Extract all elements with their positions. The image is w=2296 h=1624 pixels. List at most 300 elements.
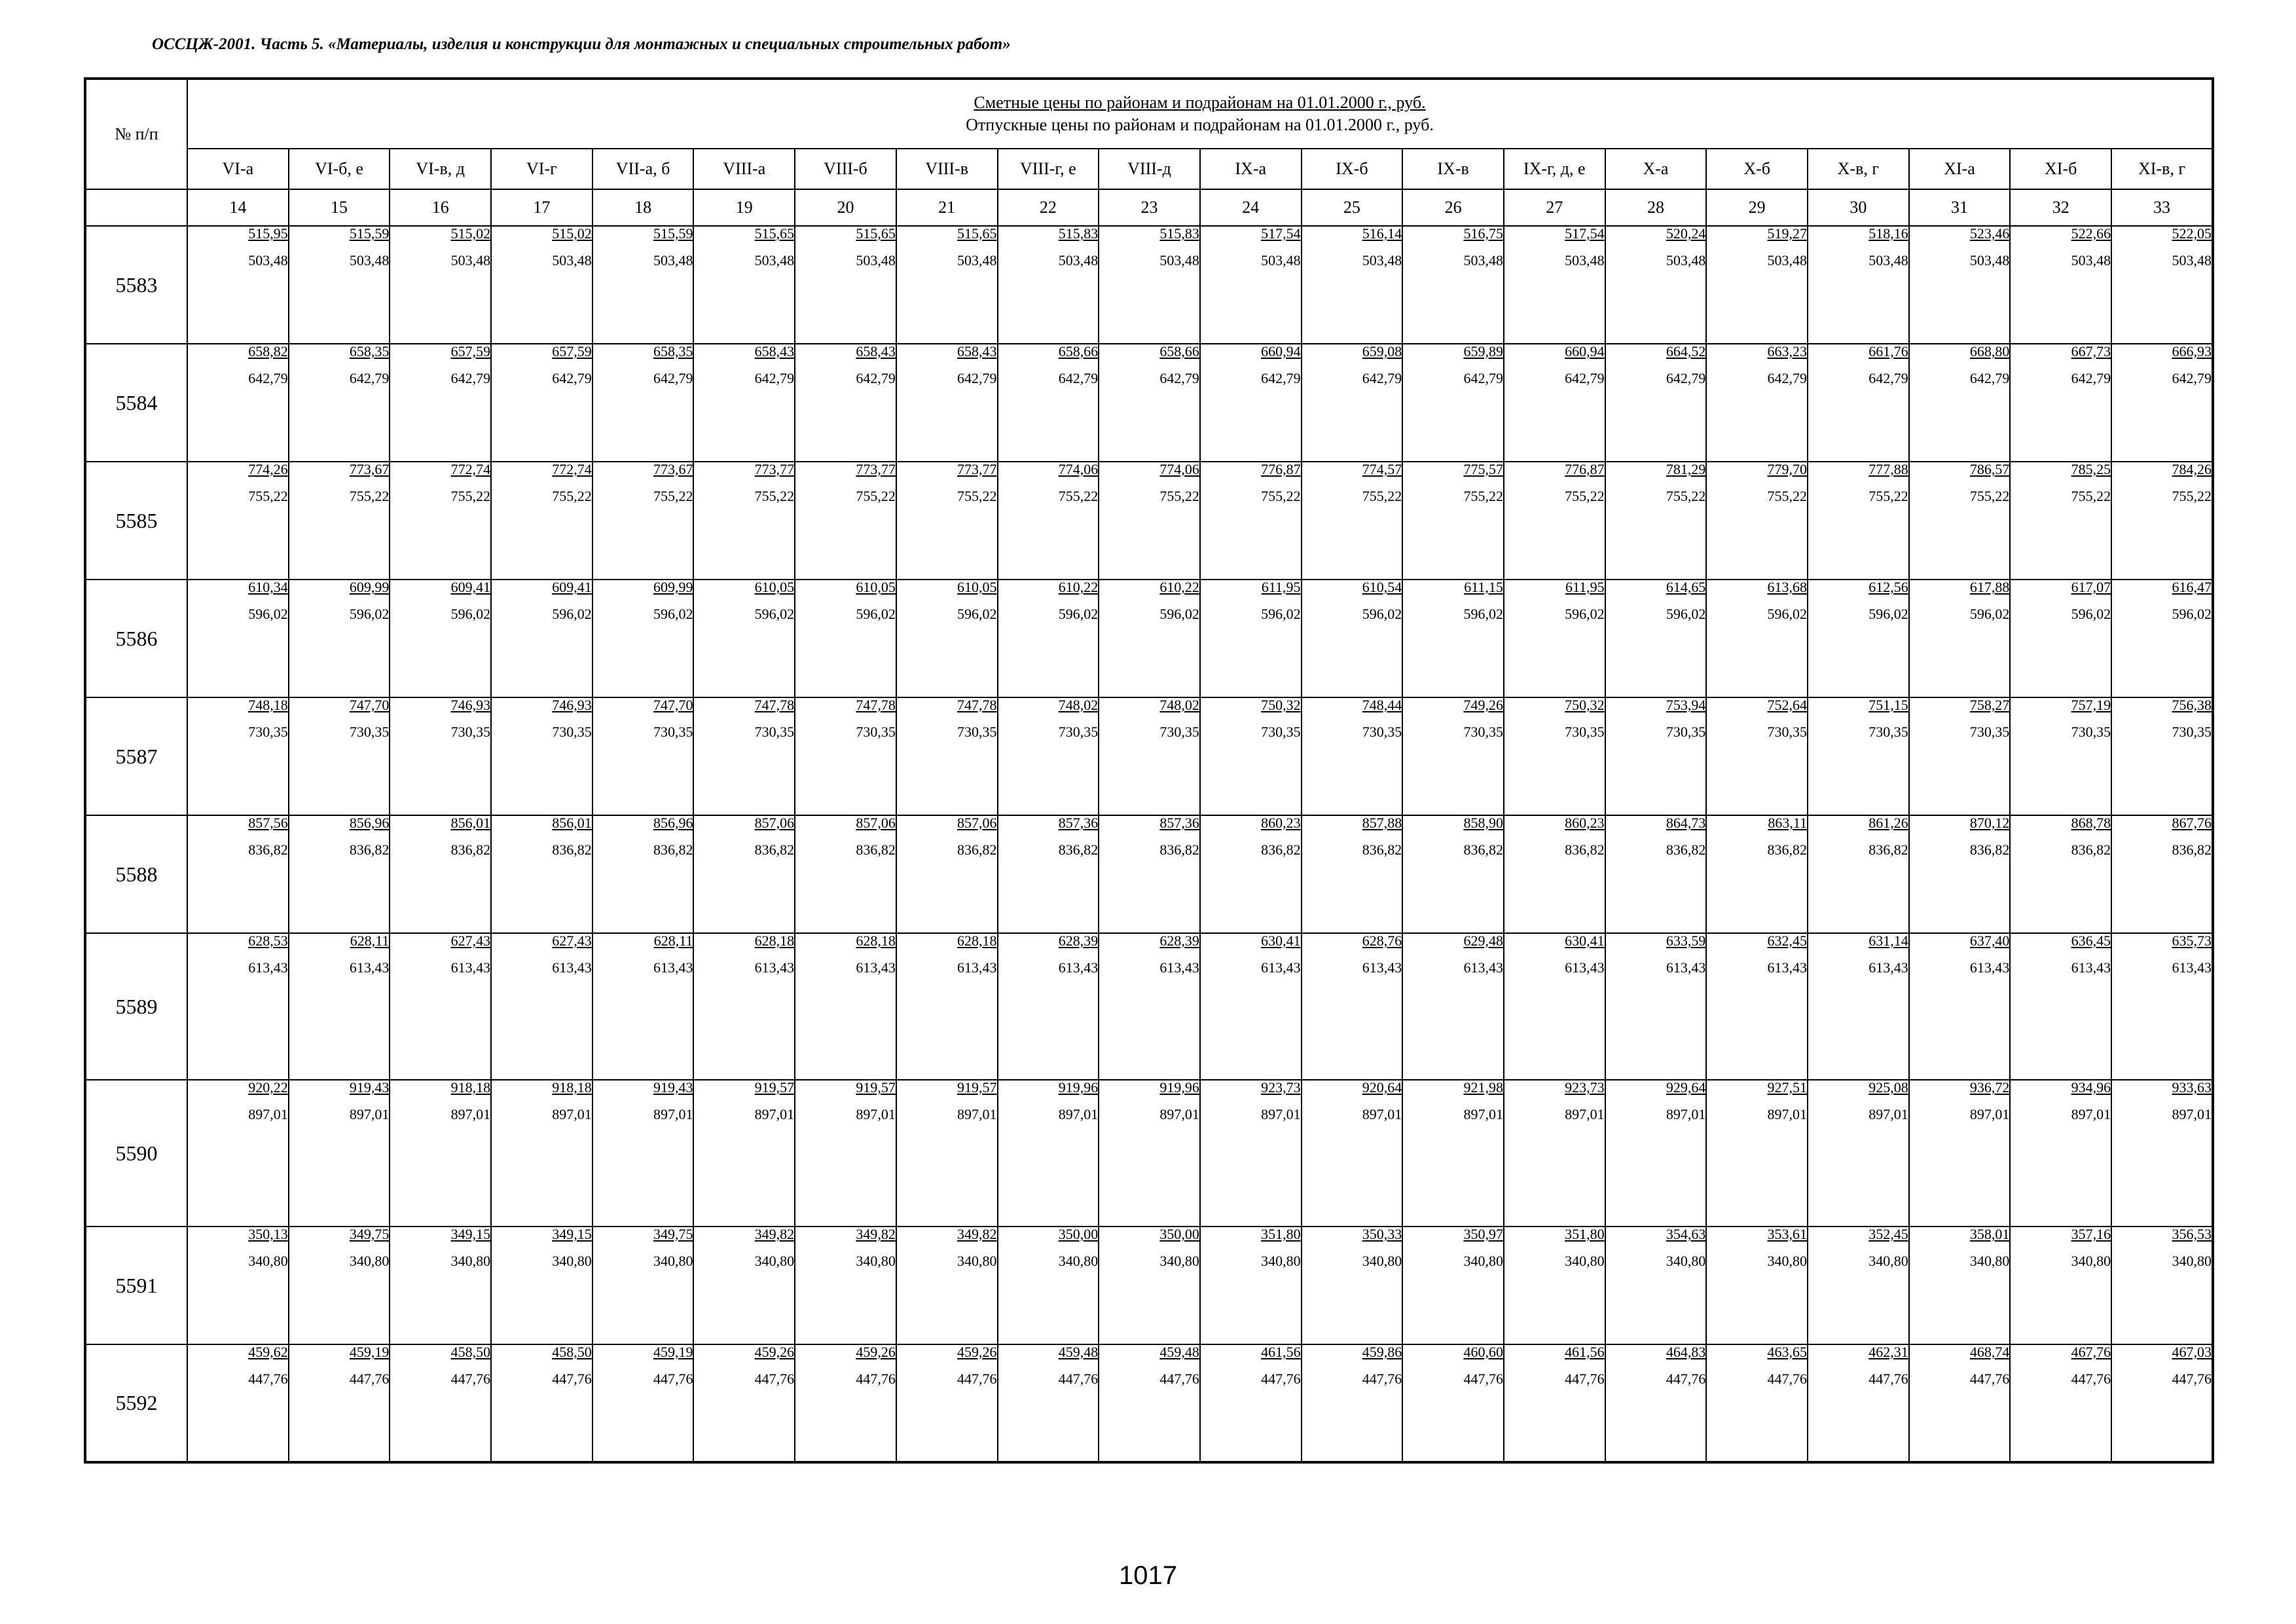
estimated-price: 857,36 (1058, 815, 1099, 831)
price-cell (1808, 226, 1909, 344)
price-cell (592, 1080, 694, 1227)
table-row (85, 1080, 2213, 1227)
release-price: 755,22 (248, 488, 288, 504)
price-cell (795, 697, 896, 815)
estimated-price: 747,78 (856, 697, 896, 713)
release-price: 596,02 (1969, 606, 2010, 622)
estimated-price: 774,26 (248, 461, 288, 477)
release-price: 642,79 (1058, 370, 1099, 386)
price-caption (187, 79, 2213, 149)
price-cell (1099, 933, 1200, 1080)
release-price: 897,01 (1058, 1106, 1099, 1122)
estimated-price: 664,52 (1666, 343, 1706, 360)
price-cell (1099, 1080, 1200, 1227)
estimated-price: 522,66 (2071, 225, 2111, 242)
release-price: 755,22 (349, 488, 390, 504)
estimated-price: 628,53 (248, 932, 288, 949)
price-cell (1099, 815, 1200, 933)
release-price: 897,01 (2071, 1106, 2111, 1122)
region-header: IX-в (1402, 149, 1504, 189)
column-number: 33 (2111, 189, 2213, 226)
release-price: 596,02 (1767, 606, 1807, 622)
region-header: X-в, г (1808, 149, 1909, 189)
estimated-price: 746,93 (552, 697, 592, 713)
release-price: 836,82 (1767, 841, 1807, 858)
price-cell (1909, 226, 2011, 344)
estimated-price: 751,15 (1868, 697, 1908, 713)
price-cell (491, 1344, 592, 1462)
release-price: 836,82 (1969, 841, 2010, 858)
release-price: 447,76 (450, 1371, 491, 1387)
release-price: 340,80 (653, 1253, 693, 1269)
price-cell (592, 580, 694, 697)
estimated-price: 667,73 (2071, 343, 2111, 360)
price-cell (1099, 462, 1200, 580)
region-header: X-а (1605, 149, 1707, 189)
estimated-price: 349,15 (450, 1226, 491, 1242)
estimated-price: 786,57 (1969, 461, 2010, 477)
release-price: 340,80 (1666, 1253, 1706, 1269)
price-cell (1706, 1344, 1808, 1462)
release-price: 836,82 (2172, 841, 2212, 858)
estimated-price: 750,32 (1565, 697, 1605, 713)
region-header: VI-в, д (390, 149, 491, 189)
release-price: 836,82 (1159, 841, 1199, 858)
price-cell (1909, 580, 2011, 697)
price-cell (1808, 697, 1909, 815)
release-price: 596,02 (653, 606, 693, 622)
estimated-price: 857,06 (754, 815, 795, 831)
release-price: 897,01 (2172, 1106, 2212, 1122)
price-cell (998, 697, 1099, 815)
release-price: 596,02 (1463, 606, 1503, 622)
price-cell (795, 815, 896, 933)
estimated-price: 752,64 (1767, 697, 1807, 713)
release-price: 613,43 (2172, 959, 2212, 976)
row-number: 5589 (85, 933, 187, 1080)
release-price: 730,35 (1159, 724, 1199, 740)
price-cell (1200, 1344, 1302, 1462)
price-cell (1808, 933, 1909, 1080)
estimated-price: 349,82 (957, 1226, 997, 1242)
estimated-price: 628,76 (1362, 932, 1402, 949)
estimated-price: 750,32 (1261, 697, 1301, 713)
price-cell (289, 1080, 390, 1227)
release-price: 836,82 (1463, 841, 1503, 858)
release-price: 897,01 (1767, 1106, 1807, 1122)
estimated-price: 777,88 (1868, 461, 1908, 477)
release-price: 340,80 (1362, 1253, 1402, 1269)
release-price: 596,02 (450, 606, 491, 622)
price-cell (1200, 226, 1302, 344)
release-price: 503,48 (1159, 252, 1199, 268)
price-cell (693, 226, 795, 344)
price-cell (187, 344, 289, 462)
price-cell (1302, 1344, 1403, 1462)
price-cell (187, 1080, 289, 1227)
release-price: 836,82 (1666, 841, 1706, 858)
release-price: 642,79 (1463, 370, 1503, 386)
price-cell (2111, 580, 2213, 697)
release-price: 730,35 (1767, 724, 1807, 740)
estimated-price: 459,19 (653, 1344, 693, 1360)
estimated-price: 350,00 (1159, 1226, 1199, 1242)
estimated-price: 631,14 (1868, 932, 1908, 949)
estimated-price: 936,72 (1969, 1079, 2010, 1096)
estimated-price: 776,87 (1565, 461, 1605, 477)
price-cell (1099, 344, 1200, 462)
estimated-price: 921,98 (1463, 1079, 1503, 1096)
release-price: 755,22 (1565, 488, 1605, 504)
estimated-price: 515,02 (552, 225, 592, 242)
estimated-price: 463,65 (1767, 1344, 1807, 1360)
price-cell (1402, 1344, 1504, 1462)
price-cell (390, 580, 491, 697)
price-cell (1200, 815, 1302, 933)
estimated-price: 613,68 (1767, 579, 1807, 595)
estimated-price: 919,57 (754, 1079, 795, 1096)
estimated-price: 868,78 (2071, 815, 2111, 831)
estimated-price: 773,77 (856, 461, 896, 477)
price-cell (187, 697, 289, 815)
price-cell (2010, 1227, 2111, 1344)
price-cell (896, 1344, 998, 1462)
release-price: 755,22 (653, 488, 693, 504)
release-price: 642,79 (552, 370, 592, 386)
release-price: 836,82 (248, 841, 288, 858)
estimated-price: 856,96 (349, 815, 390, 831)
release-price: 613,43 (2071, 959, 2111, 976)
estimated-price: 784,26 (2172, 461, 2212, 477)
price-cell (2111, 1080, 2213, 1227)
price-cell (289, 933, 390, 1080)
estimated-price: 349,75 (653, 1226, 693, 1242)
estimated-price: 630,41 (1565, 932, 1605, 949)
price-cell (1808, 344, 1909, 462)
region-header: VI-б, е (289, 149, 390, 189)
price-cell (1504, 226, 1605, 344)
price-cell (1909, 1344, 2011, 1462)
price-cell (896, 344, 998, 462)
estimated-price: 658,43 (754, 343, 795, 360)
price-cell (1402, 462, 1504, 580)
price-cell (289, 344, 390, 462)
estimated-price: 779,70 (1767, 461, 1807, 477)
release-price: 836,82 (1261, 841, 1301, 858)
estimated-price: 856,01 (450, 815, 491, 831)
estimated-price: 747,78 (957, 697, 997, 713)
estimated-price: 520,24 (1666, 225, 1706, 242)
price-cell (1402, 815, 1504, 933)
release-price: 897,01 (1868, 1106, 1908, 1122)
price-cell (693, 580, 795, 697)
estimated-price: 929,64 (1666, 1079, 1706, 1096)
release-price: 613,43 (1565, 959, 1605, 976)
price-cell (1909, 1080, 2011, 1227)
price-cell (1909, 1227, 2011, 1344)
region-header: VI-г (491, 149, 592, 189)
column-number: 20 (795, 189, 896, 226)
column-number: 17 (491, 189, 592, 226)
release-price: 503,48 (1868, 252, 1908, 268)
price-cell (1706, 697, 1808, 815)
price-cell (289, 462, 390, 580)
estimated-price: 609,41 (450, 579, 491, 595)
price-cell (2111, 815, 2213, 933)
region-header: IX-г, д, е (1504, 149, 1605, 189)
price-cell (693, 462, 795, 580)
release-price: 447,76 (2071, 1371, 2111, 1387)
release-price: 596,02 (957, 606, 997, 622)
price-cell (795, 933, 896, 1080)
estimated-price: 774,06 (1058, 461, 1099, 477)
price-cell (998, 1080, 1099, 1227)
price-cell (592, 226, 694, 344)
estimated-price: 627,43 (450, 932, 491, 949)
estimated-price: 659,08 (1362, 343, 1402, 360)
release-price: 596,02 (1565, 606, 1605, 622)
column-number: 24 (1200, 189, 1302, 226)
price-cell (795, 1080, 896, 1227)
release-price: 447,76 (856, 1371, 896, 1387)
estimated-price: 628,39 (1058, 932, 1099, 949)
price-cell (998, 933, 1099, 1080)
release-price: 642,79 (856, 370, 896, 386)
price-cell (693, 344, 795, 462)
release-price: 897,01 (1362, 1106, 1402, 1122)
price-cell (491, 580, 592, 697)
row-number: 5587 (85, 697, 187, 815)
release-price: 755,22 (957, 488, 997, 504)
estimated-price: 515,95 (248, 225, 288, 242)
price-cell (491, 697, 592, 815)
region-header: IX-б (1302, 149, 1403, 189)
estimated-price: 516,14 (1362, 225, 1402, 242)
page-number: 1017 (1119, 1561, 1177, 1590)
price-cell (1605, 226, 1707, 344)
release-price: 340,80 (1868, 1253, 1908, 1269)
region-header: XI-в, г (2111, 149, 2213, 189)
price-cell (896, 815, 998, 933)
estimated-price: 468,74 (1969, 1344, 2010, 1360)
price-cell (896, 697, 998, 815)
price-cell (289, 815, 390, 933)
release-price: 340,80 (1969, 1253, 2010, 1269)
estimated-price: 349,82 (754, 1226, 795, 1242)
estimated-price: 515,83 (1058, 225, 1099, 242)
estimated-price: 611,95 (1261, 579, 1301, 595)
release-price: 613,43 (1159, 959, 1199, 976)
estimated-price: 857,56 (248, 815, 288, 831)
release-price: 340,80 (1565, 1253, 1605, 1269)
price-cell (592, 933, 694, 1080)
price-cell (2010, 933, 2111, 1080)
release-price: 755,22 (754, 488, 795, 504)
estimated-price: 658,43 (957, 343, 997, 360)
release-price: 340,80 (2071, 1253, 2111, 1269)
price-cell (1808, 1344, 1909, 1462)
price-cell (289, 1344, 390, 1462)
release-price: 340,80 (552, 1253, 592, 1269)
estimated-price: 515,59 (653, 225, 693, 242)
release-price: 596,02 (1362, 606, 1402, 622)
column-number: 32 (2010, 189, 2111, 226)
price-cell (1808, 1227, 1909, 1344)
price-cell (1099, 580, 1200, 697)
estimated-price: 628,11 (653, 932, 693, 949)
estimated-price: 461,56 (1261, 1344, 1301, 1360)
estimated-price: 923,73 (1261, 1079, 1301, 1096)
estimated-price: 628,11 (350, 932, 390, 949)
region-header: X-б (1706, 149, 1808, 189)
estimated-price-caption: Сметные цены по районам и подрайонам на 01.01.2000 г., руб. (974, 93, 1426, 112)
price-cell (491, 1080, 592, 1227)
estimated-price: 756,38 (2172, 697, 2212, 713)
price-cell (1402, 226, 1504, 344)
region-header: IX-а (1200, 149, 1302, 189)
release-price: 642,79 (1362, 370, 1402, 386)
release-price: 836,82 (653, 841, 693, 858)
estimated-price: 611,15 (1464, 579, 1503, 595)
table-row (85, 697, 2213, 815)
row-number-header: № п/п (85, 79, 187, 189)
estimated-price: 666,93 (2172, 343, 2212, 360)
estimated-price: 658,66 (1159, 343, 1199, 360)
estimated-price: 781,29 (1666, 461, 1706, 477)
release-price: 447,76 (552, 1371, 592, 1387)
estimated-price: 349,82 (856, 1226, 896, 1242)
estimated-price: 464,83 (1666, 1344, 1706, 1360)
release-price: 503,48 (1463, 252, 1503, 268)
estimated-price: 629,48 (1463, 932, 1503, 949)
release-price: 836,82 (349, 841, 390, 858)
price-cell (2010, 1344, 2111, 1462)
price-cell (1099, 1344, 1200, 1462)
release-price: 755,22 (1261, 488, 1301, 504)
price-cell (1302, 933, 1403, 1080)
estimated-price: 635,73 (2172, 932, 2212, 949)
price-cell (187, 1344, 289, 1462)
release-price: 897,01 (1969, 1106, 2010, 1122)
release-price: 447,76 (2172, 1371, 2212, 1387)
release-price: 897,01 (653, 1106, 693, 1122)
estimated-price: 919,96 (1159, 1079, 1199, 1096)
release-price: 447,76 (1058, 1371, 1099, 1387)
release-price: 755,22 (1969, 488, 2010, 504)
column-number: 16 (390, 189, 491, 226)
release-price: 642,79 (754, 370, 795, 386)
price-cell (1706, 344, 1808, 462)
table-row (85, 815, 2213, 933)
release-price: 730,35 (1868, 724, 1908, 740)
release-price: 730,35 (552, 724, 592, 740)
estimated-price: 515,65 (957, 225, 997, 242)
price-cell (592, 1344, 694, 1462)
column-number: 27 (1504, 189, 1605, 226)
estimated-price: 919,43 (653, 1079, 693, 1096)
estimated-price: 467,76 (2071, 1344, 2111, 1360)
price-cell (1302, 697, 1403, 815)
price-cell (795, 1227, 896, 1344)
estimated-price: 633,59 (1666, 932, 1706, 949)
column-number: 21 (896, 189, 998, 226)
column-number: 14 (187, 189, 289, 226)
price-cell (1504, 344, 1605, 462)
release-price: 730,35 (1969, 724, 2010, 740)
estimated-price: 776,87 (1261, 461, 1301, 477)
estimated-price: 459,86 (1362, 1344, 1402, 1360)
estimated-price: 350,33 (1362, 1226, 1402, 1242)
release-price: 836,82 (754, 841, 795, 858)
release-price: 447,76 (1969, 1371, 2010, 1387)
estimated-price: 774,06 (1159, 461, 1199, 477)
estimated-price: 628,39 (1159, 932, 1199, 949)
price-cell (795, 226, 896, 344)
release-price-caption: Отпускные цены по районам и подрайонам на 01.01.2000 г., руб. (966, 115, 1434, 134)
price-cell (491, 462, 592, 580)
estimated-price: 860,23 (1565, 815, 1605, 831)
release-price: 447,76 (653, 1371, 693, 1387)
estimated-price: 459,62 (248, 1344, 288, 1360)
release-price: 755,22 (1868, 488, 1908, 504)
estimated-price: 610,22 (1058, 579, 1099, 595)
column-number: 30 (1808, 189, 1909, 226)
release-price: 730,35 (349, 724, 390, 740)
price-cell (2111, 933, 2213, 1080)
release-price: 340,80 (450, 1253, 491, 1269)
estimated-price: 658,43 (856, 343, 896, 360)
price-cell (1605, 344, 1707, 462)
price-cell (1808, 580, 1909, 697)
price-cell (187, 462, 289, 580)
price-cell (693, 815, 795, 933)
release-price: 897,01 (1565, 1106, 1605, 1122)
price-cell (1605, 1227, 1707, 1344)
price-cell (1808, 1080, 1909, 1227)
release-price: 755,22 (552, 488, 592, 504)
price-cell (1605, 697, 1707, 815)
estimated-price: 351,80 (1261, 1226, 1301, 1242)
column-number: 31 (1909, 189, 2011, 226)
release-price: 613,43 (349, 959, 390, 976)
release-price: 613,43 (552, 959, 592, 976)
estimated-price: 353,61 (1767, 1226, 1807, 1242)
release-price: 897,01 (754, 1106, 795, 1122)
region-header-row (85, 149, 2213, 189)
price-cell (1200, 697, 1302, 815)
release-price: 613,43 (1261, 959, 1301, 976)
region-header: XI-б (2010, 149, 2111, 189)
price-cell (795, 1344, 896, 1462)
release-price: 596,02 (349, 606, 390, 622)
estimated-price: 659,89 (1463, 343, 1503, 360)
estimated-price: 356,53 (2172, 1226, 2212, 1242)
price-cell (795, 344, 896, 462)
release-price: 447,76 (1767, 1371, 1807, 1387)
release-price: 836,82 (450, 841, 491, 858)
release-price: 897,01 (248, 1106, 288, 1122)
estimated-price: 459,48 (1058, 1344, 1099, 1360)
price-cell (1402, 580, 1504, 697)
release-price: 503,48 (1969, 252, 2010, 268)
estimated-price: 459,26 (856, 1344, 896, 1360)
estimated-price: 923,73 (1565, 1079, 1605, 1096)
release-price: 730,35 (856, 724, 896, 740)
estimated-price: 925,08 (1868, 1079, 1908, 1096)
estimated-price: 746,93 (450, 697, 491, 713)
release-price: 503,48 (1666, 252, 1706, 268)
row-number: 5592 (85, 1344, 187, 1462)
